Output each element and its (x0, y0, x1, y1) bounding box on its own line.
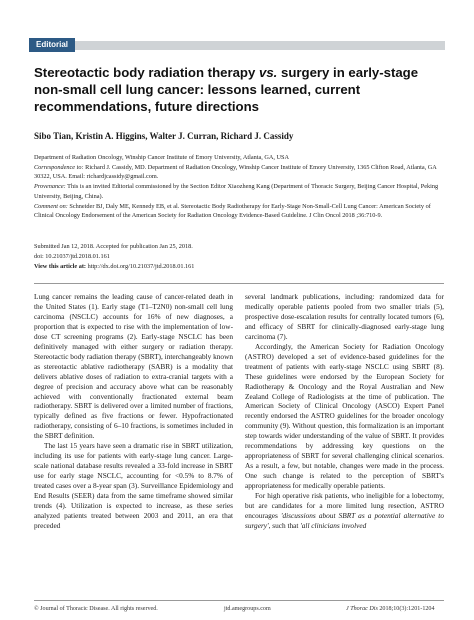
footer-divider (34, 600, 444, 601)
paragraph: Accordingly, the American Society for Radiation Oncology (ASTRO) developed a set of evidence-based guidelines for the treatment of patients with early-stage NSCLC using SBRT (8). These guidelines were endorsed by the European Society for Radiotherapy & Oncology and the Royal Australian and New Zealand College of Radiologists at the time of publication. The American Society of Clinical Oncology (ASCO) Expert Panel recently endorsed the ASTRO guidelines for the broader oncology community (9). Without question, this formalization is an important step towards wider understanding of the value of SBRT. It provides recommendations by addressing key questions on the appropriateness of SBRT for several challenging clinical scenarios. As a result, a few, but notable, changes were made in the process. One such change is related to the perception of SBRT's appropriateness for medically operable patients. (245, 341, 444, 491)
header-rule-bar (29, 41, 445, 50)
correspondence-text: Richard J. Cassidy, MD. Department of Radiation Oncology, Winship Cancer Institute of Emory University, 1365 Clifton Road, Atlanta, GA 30322, USA. Email: richardjcassidy@gmail.com. (34, 163, 437, 181)
body-column-left (34, 292, 233, 531)
submission-dates: Submitted Jan 12, 2018. Accepted for publication Jan 25, 2018. (34, 243, 193, 250)
journal-name: J Thorac Dis (346, 606, 378, 612)
paragraph-quote: 'all clinicians involved (300, 520, 367, 530)
paragraph-quote: 'discussions about SBRT as a potential alternative to surgery' (245, 510, 444, 530)
view-article-link[interactable] (34, 262, 444, 272)
paragraph (245, 491, 444, 531)
divider (34, 283, 444, 284)
title-part-b: surgery in early-stage non-small cell lung cancer: lessons learned, current recommendations, future directions (34, 65, 419, 114)
citation (346, 606, 435, 612)
doi: doi: 10.21037/jtd.2018.01.161 (34, 253, 110, 260)
paragraph-text: , such that (268, 520, 301, 530)
paragraph-text: For high operative risk patients, who ineligible for a lobectomy, but are candidates for a more limited lung resection, ASTRO encourages (245, 491, 444, 520)
section-label: Editorial (29, 38, 75, 52)
title-part-a: Stereotactic body radiation therapy (34, 65, 259, 80)
affiliation: Department of Radiation Oncology, Winship Cancer Institute of Emory University, Atlanta, GA, USA (34, 154, 290, 161)
comment-label: Comment on: (34, 202, 68, 210)
provenance-label: Provenance: (34, 183, 66, 190)
view-article-label: View this article at: (34, 263, 87, 270)
comment-on (34, 202, 444, 221)
copyright: © Journal of Thoracic Disease. All rights reserved. (34, 606, 158, 612)
correspondence-label: Correspondence to: (34, 163, 84, 171)
paragraph: several landmark publications, including: randomized data for medically operable patients pooled from two smaller trials (5), prospective dose-escalation results for centrally located tumors (6), and efficacy of SBRT for clinically-diagnosed early-stage lung carcinoma (7). (245, 292, 444, 341)
provenance (34, 182, 444, 201)
citation-details: 2018;10(3):1201-1204 (377, 606, 435, 612)
title-vs: vs. (258, 65, 278, 80)
correspondence (34, 163, 444, 182)
provenance-text: This is an invited Editorial commissioned by the Section Editor Xiaozheng Kang (Department of Thoracic Surgery, Beijing Cancer Hospital, Peking University, Beijing, China). (34, 183, 439, 200)
paragraph: Lung cancer remains the leading cause of cancer-related death in the United States (1). Early stage (T1–T2N0) non-small cell lung carcinoma (NSCLC) accounts for 16% of new diagnoses, a proportion that is expected to rise with the implementation of low-dose CT screening programs (2). Early-stage NSCLC has been definitively managed with either surgery or radiation therapy. Stereotactic body radiation therapy (SBRT), interchangeably known as stereotactic ablative radiotherapy (SABR) is a modality that delivers ablative doses of radiation to extra-cranial targets with a degree of precision and accuracy above what can be reasonably achieved with conventionally fractionated external beam radiotherapy. SBRT is delivered over a limited number of fractions, typically defined as five fractions or fewer. Hypofractionated radiotherapy, consisting of 6–10 fractions, is sometimes included in the SBRT definition. (34, 292, 233, 441)
body-column-right (245, 292, 444, 531)
comment-text: Schneider BJ, Daly ME, Kennedy EB, et al. Stereotactic Body Radiotherapy for Early-Stage Non-Small-Cell Lung Cancer: American Society of Clinical Oncology Endorsement of the American Society for Radiation Oncology Evidence-Based Guideline. J Clin Oncol 2018 ;36:710-9. (34, 202, 431, 220)
article-title (34, 64, 444, 115)
view-article-url[interactable]: http://dx.doi.org/10.21037/jtd.2018.01.161 (86, 263, 195, 270)
paragraph: The last 15 years have seen a dramatic rise in SBRT utilization, including its use for patients with early-stage lung cancer. Large-scale national database results revealed a 33-fold increase in SBRT use for early stage NSCLC, accounting for <0.5% to 8.7% of treated cases over a 8-year span (3). Surveillance Epidemiology and End Results (SEER) data from the same timeframe showed similar trends (4). Utilization is expected to increase, as these series analyzed patients treated between 2003 and 2011, an era that preceded (34, 441, 233, 530)
journal-site[interactable]: jtd.amegroups.com (224, 606, 271, 612)
author-list: Sibo Tian, Kristin A. Higgins, Walter J. Curran, Richard J. Cassidy (34, 131, 294, 141)
